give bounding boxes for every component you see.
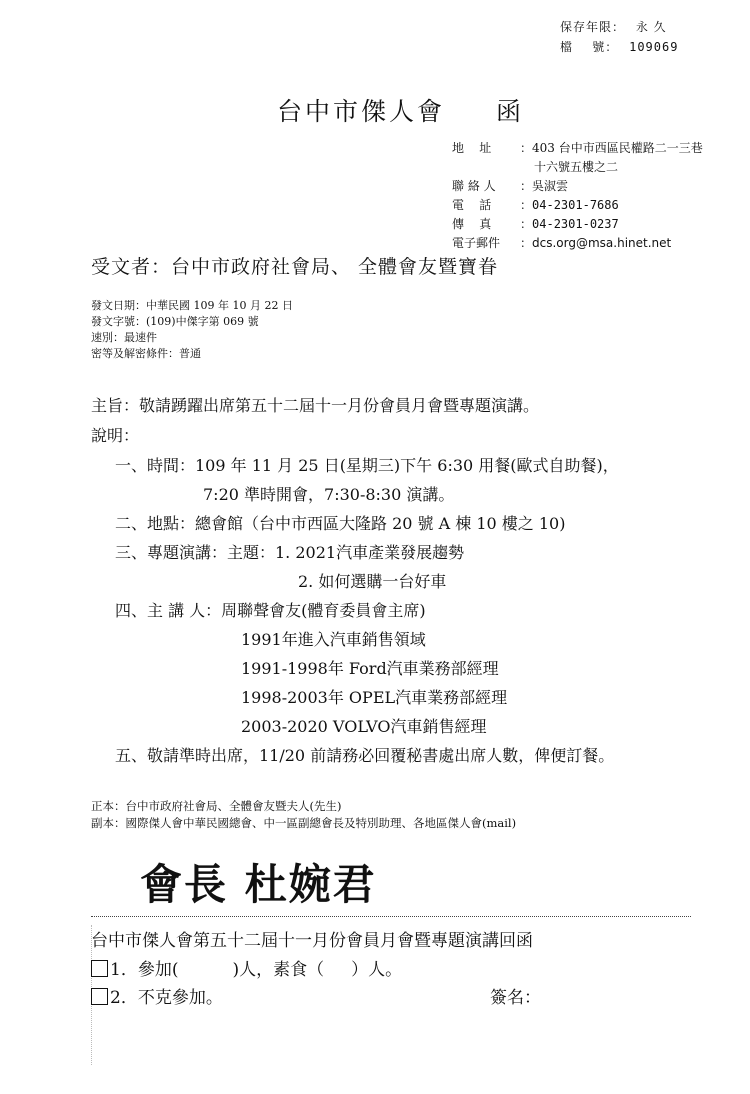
decline-checkbox[interactable] bbox=[91, 988, 108, 1005]
org-name: 台中市傑人會 bbox=[277, 97, 446, 126]
sign-field[interactable]: 簽名： bbox=[490, 988, 541, 1008]
attend-checkbox[interactable] bbox=[91, 960, 108, 977]
item-topic: 三、專題演講：主題：1. 2021汽車產業發展趨勢 bbox=[115, 543, 465, 562]
contact-label: 電子郵件 bbox=[452, 236, 501, 250]
classification: 密等及解密條件：普通 bbox=[91, 347, 201, 360]
contact-value: 04-2301-7686 bbox=[532, 198, 619, 212]
reply-option-decline bbox=[91, 984, 223, 1012]
meta-block bbox=[91, 298, 293, 362]
speaker-bio: 2003-2020 VOLVO汽車銷售經理 bbox=[241, 717, 487, 736]
issue-date: 發文日期：中華民國 109 年 10 月 22 日 bbox=[91, 299, 293, 312]
contact-row bbox=[452, 158, 703, 177]
speaker-bio: 1998-2003年 OPEL汽車業務部經理 bbox=[241, 688, 508, 707]
file-number-label: 檔 號： bbox=[560, 40, 619, 54]
item-location: 二、地點：總會館（台中市西區大隆路 20 號 A 棟 10 樓之 10) bbox=[115, 514, 566, 533]
page-title bbox=[277, 92, 524, 128]
contact-row: 傳 真 ： 04-2301-0237 bbox=[452, 215, 703, 234]
contact-value: 04-2301-0237 bbox=[532, 217, 619, 231]
decline-label: 2．不克參加。 bbox=[110, 988, 223, 1008]
signature: 會長 杜婉君 bbox=[140, 860, 377, 909]
cc-copy: 副本：國際傑人會中華民國總會、中一區副總會長及特別助理、各地區傑人會(mail) bbox=[91, 816, 517, 830]
explain-heading: 說明： bbox=[91, 426, 140, 445]
retention-period-value: 永 久 bbox=[635, 20, 667, 34]
contact-label: 傳 真 bbox=[452, 217, 492, 231]
contact-row: 電子郵件 ： dcs.org@msa.hinet.net bbox=[452, 234, 703, 253]
retention-period-label: 保存年限： bbox=[560, 20, 626, 34]
subject: 主旨：敬請踴躍出席第五十二屆十一月份會員月會暨專題演講。 bbox=[91, 396, 540, 415]
urgency: 速別：最速件 bbox=[91, 331, 157, 344]
item-time: 一、時間：109 年 11 月 25 日(星期三)下午 6:30 用餐(歐式自助餐)， bbox=[115, 456, 619, 475]
speaker-bio: 1991-1998年 Ford汽車業務部經理 bbox=[241, 659, 499, 678]
item-time-cont: 7:20 準時開會，7:30-8:30 演講。 bbox=[203, 485, 455, 504]
file-number-value: 109069 bbox=[629, 40, 679, 54]
contact-row: 電 話 ： 04-2301-7686 bbox=[452, 196, 703, 215]
speaker-bio: 1991年進入汽車銷售領域 bbox=[241, 630, 426, 649]
cut-line bbox=[91, 916, 691, 917]
recipient: 受文者：台中市政府社會局、 全體會友暨寶眷 bbox=[91, 256, 499, 278]
reply-title: 台中市傑人會第五十二屆十一月份會員月會暨專題演講回函 bbox=[91, 931, 533, 951]
issue-number: 發文字號：(109)中傑字第 069 號 bbox=[91, 315, 259, 328]
doc-type: 函 bbox=[495, 97, 524, 126]
contact-row: 聯 絡 人 ： 吳淑雲 bbox=[452, 177, 703, 196]
reply-option-attend bbox=[91, 956, 402, 984]
contact-block bbox=[452, 139, 703, 253]
contact-row: 地 址 ： 403 台中市西區民權路二一三巷 bbox=[452, 139, 703, 158]
item-notice: 五、敬請準時出席，11/20 前請務必回覆秘書處出席人數，俾便訂餐。 bbox=[115, 746, 615, 765]
contact-label: 電 話 bbox=[452, 198, 492, 212]
attend-label: 1．參加( )人，素食（ ）人。 bbox=[110, 960, 403, 980]
contact-email[interactable]: dcs.org@msa.hinet.net bbox=[532, 236, 672, 250]
contact-value: 十六號五樓之二 bbox=[534, 160, 619, 174]
contact-label: 聯 絡 人 bbox=[452, 179, 496, 193]
contact-label: 地 址 bbox=[452, 141, 492, 155]
contact-value: 吳淑雲 bbox=[532, 179, 569, 193]
item-topic-2: 2. 如何選購一台好車 bbox=[298, 572, 447, 591]
contact-value: 403 台中市西區民權路二一三巷 bbox=[532, 141, 703, 155]
item-speaker: 四、主 講 人：周聯聲會友(體育委員會主席) bbox=[115, 601, 426, 620]
file-number bbox=[560, 38, 678, 55]
retention-period bbox=[560, 18, 667, 35]
cc-main: 正本：台中市政府社會局、全體會友暨夫人(先生) bbox=[91, 799, 342, 813]
